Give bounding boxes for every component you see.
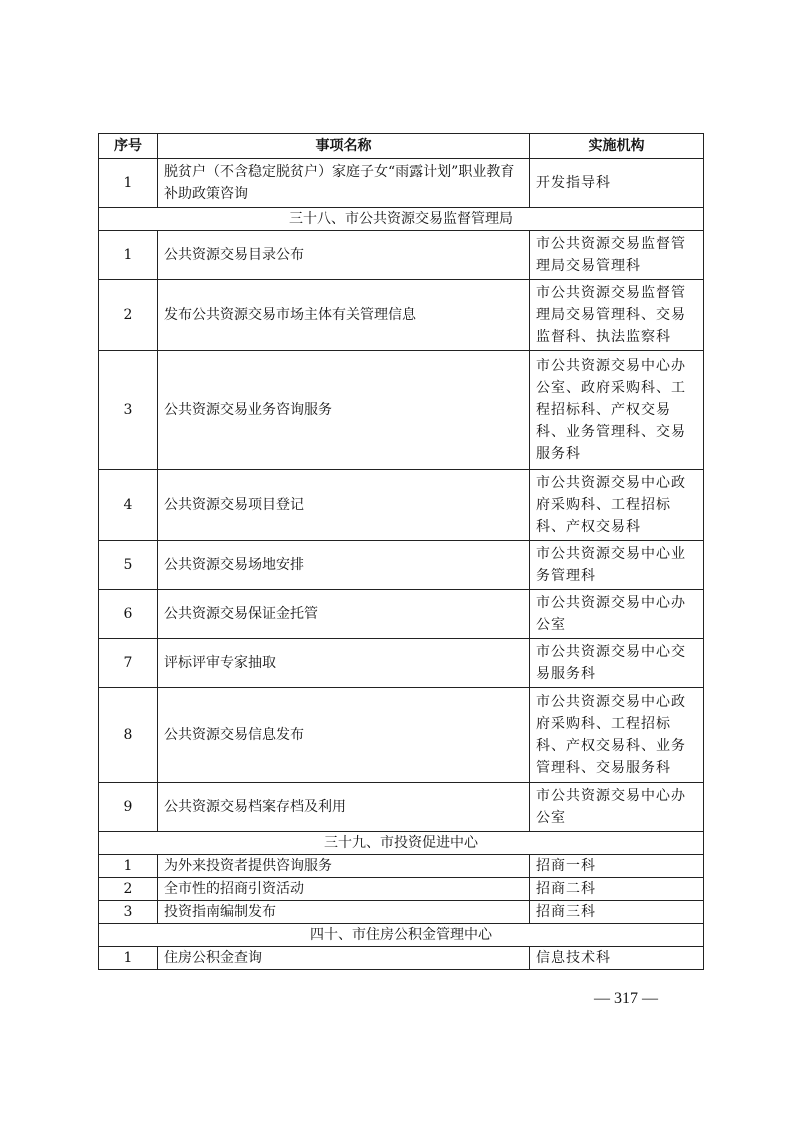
row-org: 市公共资源交易监督管理局交易管理科 (530, 231, 704, 280)
document-table (98, 133, 704, 970)
header-org: 实施机构 (530, 134, 704, 159)
header-item: 事项名称 (158, 134, 530, 159)
table-row (99, 947, 704, 970)
row-org: 市公共资源交易中心政府采购科、工程招标科、产权交易科、业务管理科、交易服务科 (530, 688, 704, 783)
row-item: 为外来投资者提供咨询服务 (158, 855, 530, 878)
row-item: 公共资源交易业务咨询服务 (158, 351, 530, 470)
row-org: 市公共资源交易中心政府采购科、工程招标科、产权交易科 (530, 470, 704, 541)
row-org: 招商三科 (530, 901, 704, 924)
section-title: 三十八、市公共资源交易监督管理局 (99, 208, 704, 231)
row-org: 招商一科 (530, 855, 704, 878)
row-item: 住房公积金查询 (158, 947, 530, 970)
table-row (99, 878, 704, 901)
section-title: 三十九、市投资促进中心 (99, 832, 704, 855)
row-org: 市公共资源交易监督管理局交易管理科、交易监督科、执法监察科 (530, 280, 704, 351)
table-row (99, 855, 704, 878)
table-row (99, 783, 704, 832)
table-header-row (99, 134, 704, 159)
table-row (99, 541, 704, 590)
row-number: 1 (99, 231, 158, 280)
row-org: 市公共资源交易中心办公室 (530, 590, 704, 639)
table-row (99, 159, 704, 208)
row-number: 1 (99, 947, 158, 970)
row-number: 8 (99, 688, 158, 783)
section-row (99, 208, 704, 231)
row-org: 市公共资源交易中心业务管理科 (530, 541, 704, 590)
section-row (99, 924, 704, 947)
row-item: 公共资源交易档案存档及利用 (158, 783, 530, 832)
row-item: 公共资源交易场地安排 (158, 541, 530, 590)
row-item: 投资指南编制发布 (158, 901, 530, 924)
table-row (99, 470, 704, 541)
table-row (99, 590, 704, 639)
section-title: 四十、市住房公积金管理中心 (99, 924, 704, 947)
row-item: 公共资源交易目录公布 (158, 231, 530, 280)
row-item: 全市性的招商引资活动 (158, 878, 530, 901)
row-org: 信息技术科 (530, 947, 704, 970)
row-number: 1 (99, 159, 158, 208)
row-number: 9 (99, 783, 158, 832)
row-number: 7 (99, 639, 158, 688)
table-row (99, 639, 704, 688)
row-number: 3 (99, 351, 158, 470)
row-number: 4 (99, 470, 158, 541)
table-row (99, 280, 704, 351)
section-row (99, 832, 704, 855)
row-number: 2 (99, 280, 158, 351)
row-number: 6 (99, 590, 158, 639)
page-number: — 317 — (594, 990, 658, 1007)
row-item: 公共资源交易保证金托管 (158, 590, 530, 639)
row-org: 市公共资源交易中心办公室 (530, 783, 704, 832)
table-row (99, 901, 704, 924)
row-number: 2 (99, 878, 158, 901)
row-org: 市公共资源交易中心交易服务科 (530, 639, 704, 688)
header-no: 序号 (99, 134, 158, 159)
table-row (99, 351, 704, 470)
row-item: 发布公共资源交易市场主体有关管理信息 (158, 280, 530, 351)
row-org: 招商二科 (530, 878, 704, 901)
row-item: 脱贫户（不含稳定脱贫户）家庭子女“雨露计划”职业教育补助政策咨询 (158, 159, 530, 208)
table-row (99, 231, 704, 280)
row-number: 5 (99, 541, 158, 590)
table-row (99, 688, 704, 783)
row-number: 3 (99, 901, 158, 924)
row-org: 开发指导科 (530, 159, 704, 208)
row-item: 公共资源交易项目登记 (158, 470, 530, 541)
row-item: 公共资源交易信息发布 (158, 688, 530, 783)
row-item: 评标评审专家抽取 (158, 639, 530, 688)
row-org: 市公共资源交易中心办公室、政府采购科、工程招标科、产权交易科、业务管理科、交易服务科 (530, 351, 704, 470)
row-number: 1 (99, 855, 158, 878)
